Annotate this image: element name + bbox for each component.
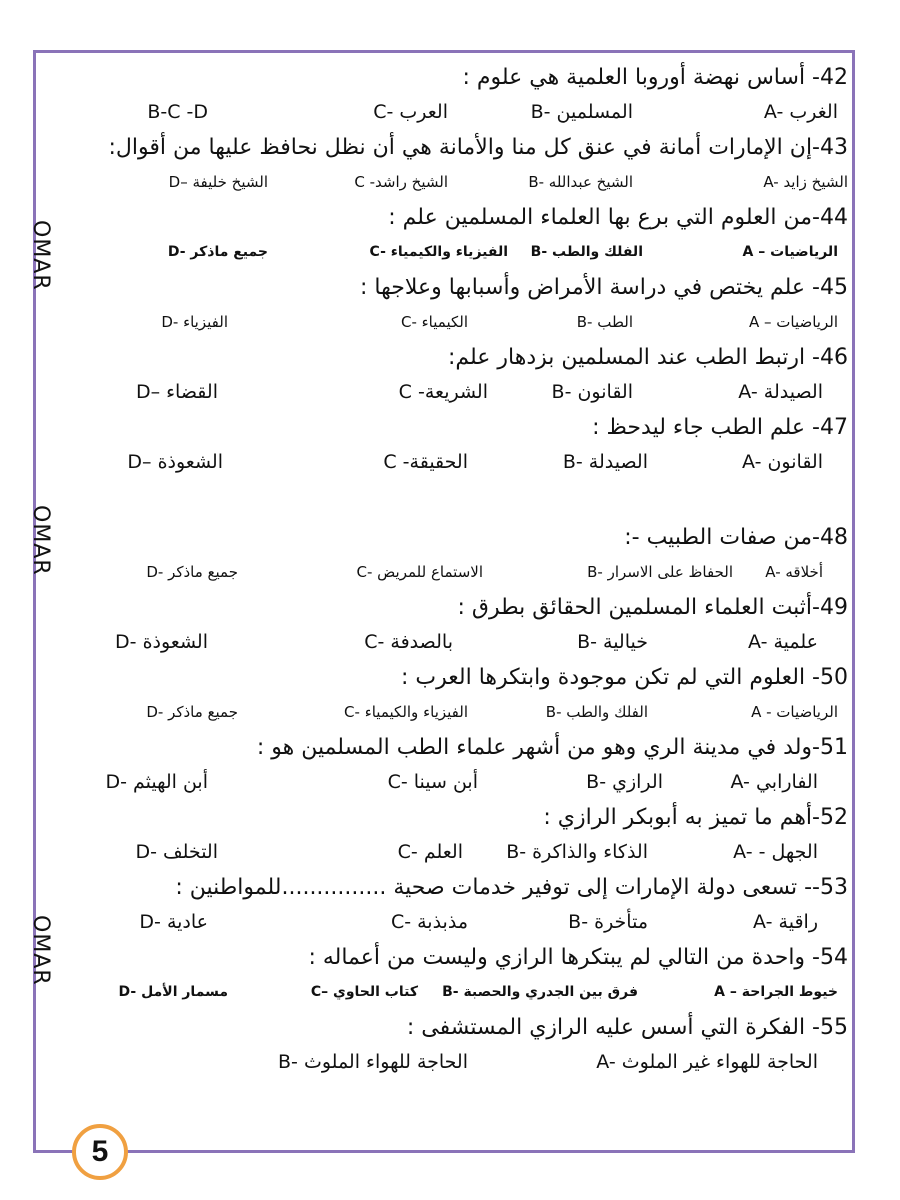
- option-c[interactable]: C -الحقيقة: [383, 451, 468, 473]
- side-label-top: OMAR: [28, 219, 53, 291]
- option-d[interactable]: B-C -D: [147, 101, 208, 123]
- question-text: 47- علم الطب جاء ليدحظ :: [592, 415, 848, 440]
- option-a[interactable]: A – خيوط الجراحة: [714, 984, 838, 1000]
- option-c[interactable]: C- أبن سينا: [387, 771, 478, 793]
- options-row: [60, 555, 848, 590]
- question-text: 42- أساس نهضة أوروبا العلمية هي علوم :: [462, 65, 848, 90]
- option-a[interactable]: A- الصيدلة: [738, 381, 823, 403]
- option-d[interactable]: D- جميع ماذكر: [146, 563, 238, 581]
- option-c[interactable]: C- العلم: [397, 841, 463, 863]
- question-text: 51-ولد في مدينة الري وهو من أشهر علماء الطب المسلمين هو :: [256, 735, 848, 760]
- option-a[interactable]: A- علمية: [747, 631, 818, 653]
- options-row: [60, 305, 848, 340]
- question-text: 55- الفكرة التي أسس عليه الرازي المستشفى :: [406, 1015, 848, 1040]
- option-b[interactable]: B- المسلمين: [530, 101, 633, 123]
- option-d[interactable]: D– الشعوذة: [127, 451, 223, 473]
- option-b[interactable]: B- خيالية: [577, 631, 648, 653]
- option-c[interactable]: C– كتاب الحاوي: [310, 984, 418, 1000]
- option-c[interactable]: C- الفيزياء والكيمياء: [369, 244, 508, 260]
- option-b[interactable]: B- الصيدلة: [562, 451, 648, 473]
- question-text: 50- العلوم التي لم تكن موجودة وابتكرها العرب :: [401, 665, 848, 690]
- options-row: [60, 165, 848, 200]
- option-b[interactable]: B- الطب: [576, 313, 633, 331]
- option-b[interactable]: B- الحاجة للهواء الملوث: [278, 1051, 468, 1073]
- question-text: 54- واحدة من التالي لم يبتكرها الرازي وليست من أعماله :: [308, 945, 848, 970]
- question-list: [60, 60, 848, 1080]
- option-a[interactable]: A- الغرب: [763, 101, 838, 123]
- option-b[interactable]: B- الشيخ عبدالله: [528, 173, 633, 191]
- question-text: 43-إن الإمارات أمانة في عنق كل منا والأمانة هي أن نظل نحافظ عليها من أقوال:: [108, 135, 848, 160]
- option-d[interactable]: D- التخلف: [135, 841, 218, 863]
- option-d[interactable]: D- الشعوذة: [115, 631, 208, 653]
- options-row: [60, 1045, 848, 1080]
- question-text: 52-أهم ما تميز به أبوبكر الرازي :: [543, 805, 848, 830]
- options-row: [60, 445, 848, 480]
- options-row: [60, 95, 848, 130]
- options-row: [60, 375, 848, 410]
- option-b[interactable]: B- الحفاظ على الاسرار: [587, 563, 733, 581]
- page-number-badge: 5: [72, 1124, 128, 1180]
- option-a[interactable]: A- الحاجة للهواء غير الملوث: [596, 1051, 818, 1073]
- question-text: 48-من صفات الطبيب -:: [624, 525, 848, 550]
- option-c[interactable]: C- بالصدفة: [364, 631, 453, 653]
- question-text: 44-من العلوم التي برع بها العلماء المسلمين علم :: [388, 205, 848, 230]
- options-row: [60, 975, 848, 1010]
- option-c[interactable]: C- الكيمياء: [400, 313, 468, 331]
- options-row: [60, 765, 848, 800]
- option-b[interactable]: B- الفلك والطب: [530, 244, 643, 260]
- option-d[interactable]: D- جميع ماذكر: [167, 244, 268, 260]
- option-d[interactable]: D- أبن الهيثم: [105, 771, 208, 793]
- option-b[interactable]: B- الذكاء والذاكرة: [506, 841, 648, 863]
- option-a[interactable]: A- - الجهل: [733, 841, 818, 863]
- option-d[interactable]: D- عادية: [139, 911, 208, 933]
- question-text: 45- علم يختص في دراسة الأمراض وأسبابها وعلاجها :: [360, 275, 848, 300]
- side-label-middle: OMAR: [28, 504, 53, 576]
- option-a[interactable]: A- القانون: [741, 451, 823, 473]
- options-row: [60, 625, 848, 660]
- option-c[interactable]: C- الفيزياء والكيمياء: [344, 703, 468, 721]
- option-a[interactable]: A- الفارابي: [730, 771, 818, 793]
- question-text: 46- ارتبط الطب عند المسلمين بزدهار علم:: [447, 345, 848, 370]
- option-a[interactable]: A- أخلاقه: [765, 563, 823, 581]
- option-b[interactable]: B- الرازي: [586, 771, 663, 793]
- option-d[interactable]: D- الفيزياء: [161, 313, 228, 331]
- option-c[interactable]: C- الاستماع للمريض: [356, 563, 483, 581]
- option-b[interactable]: B- القانون: [551, 381, 633, 403]
- option-a[interactable]: A- راقية: [753, 911, 818, 933]
- option-b[interactable]: B- الفلك والطب: [545, 703, 648, 721]
- options-row: [60, 905, 848, 940]
- option-d[interactable]: D– الشيخ خليفة: [168, 173, 268, 191]
- option-a[interactable]: A – الرياضيات: [742, 244, 838, 260]
- option-d[interactable]: D- مسمار الأمل: [118, 984, 228, 1000]
- question-text: 53-- تسعى دولة الإمارات إلى توفير خدمات صحية ...............للمواطنين :: [175, 875, 848, 900]
- options-row: [60, 695, 848, 730]
- options-row: [60, 235, 848, 270]
- side-label-bottom: OMAR: [28, 914, 53, 986]
- option-a[interactable]: A - الرياضيات: [751, 703, 838, 721]
- options-row: [60, 835, 848, 870]
- question-text: 49-أثبت العلماء المسلمين الحقائق بطرق :: [457, 595, 848, 620]
- option-b[interactable]: B- متأخرة: [568, 911, 648, 933]
- option-d[interactable]: D– القضاء: [135, 381, 218, 403]
- option-c[interactable]: C- العرب: [373, 101, 448, 123]
- option-b[interactable]: B- فرق بين الجدري والحصبة: [442, 984, 638, 1000]
- option-d[interactable]: D- جميع ماذكر: [146, 703, 238, 721]
- option-a[interactable]: A – الرياضيات: [748, 313, 838, 331]
- option-c[interactable]: C -الشيخ راشد: [354, 173, 448, 191]
- option-a[interactable]: A- الشيخ زايد: [763, 173, 848, 191]
- option-c[interactable]: C- مذبذبة: [390, 911, 468, 933]
- option-c[interactable]: C -الشريعة: [398, 381, 488, 403]
